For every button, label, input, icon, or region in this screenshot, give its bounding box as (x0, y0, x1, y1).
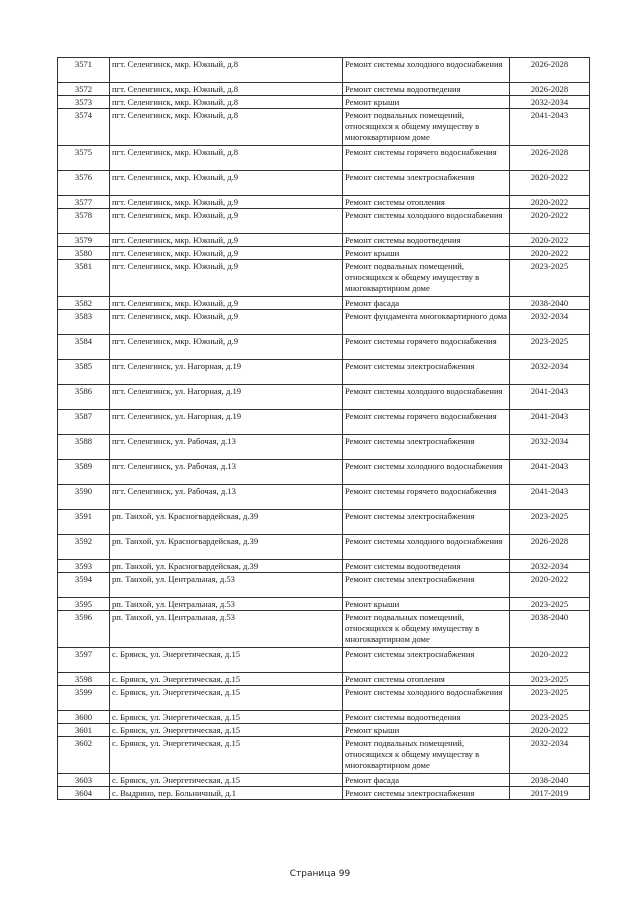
row-address: с. Брянск, ул. Энергетическая, д.15 (110, 673, 343, 686)
row-work-type: Ремонт системы электроснабжения (343, 510, 510, 535)
row-number: 3603 (58, 774, 110, 787)
table-row (58, 83, 590, 96)
row-address: с. Брянск, ул. Энергетическая, д.15 (110, 648, 343, 673)
row-number: 3582 (58, 297, 110, 310)
row-period: 2020-2022 (510, 648, 590, 673)
table-row (58, 560, 590, 573)
row-address: пгт. Селенгинск, мкр. Южный, д.8 (110, 58, 343, 83)
row-number: 3590 (58, 485, 110, 510)
row-address: пгт. Селенгинск, ул. Нагорная, д.19 (110, 410, 343, 435)
row-work-type: Ремонт системы холодного водоснабжения (343, 460, 510, 485)
table-row (58, 109, 590, 146)
row-period: 2026-2028 (510, 83, 590, 96)
row-address: рп. Танхой, ул. Центральная, д.53 (110, 573, 343, 598)
row-work-type: Ремонт крыши (343, 96, 510, 109)
row-number: 3591 (58, 510, 110, 535)
table-row (58, 737, 590, 774)
table-row (58, 234, 590, 247)
row-address: пгт. Селенгинск, мкр. Южный, д.9 (110, 196, 343, 209)
row-work-type: Ремонт фасада (343, 774, 510, 787)
row-number: 3583 (58, 310, 110, 335)
row-number: 3581 (58, 260, 110, 297)
row-number: 3602 (58, 737, 110, 774)
row-address: пгт. Селенгинск, ул. Рабочая, д.13 (110, 435, 343, 460)
table-row (58, 485, 590, 510)
row-period: 2020-2022 (510, 247, 590, 260)
row-address: с. Брянск, ул. Энергетическая, д.15 (110, 737, 343, 774)
row-number: 3571 (58, 58, 110, 83)
row-period: 2032-2034 (510, 435, 590, 460)
row-period: 2023-2025 (510, 711, 590, 724)
row-period: 2032-2034 (510, 96, 590, 109)
table-row (58, 598, 590, 611)
row-number: 3600 (58, 711, 110, 724)
row-work-type: Ремонт крыши (343, 598, 510, 611)
page-footer: Страница 99 (289, 869, 351, 879)
row-period: 2032-2034 (510, 360, 590, 385)
table-row (58, 96, 590, 109)
table-row (58, 673, 590, 686)
row-number: 3579 (58, 234, 110, 247)
row-address: пгт. Селенгинск, ул. Рабочая, д.13 (110, 460, 343, 485)
row-period: 2026-2028 (510, 146, 590, 171)
row-work-type: Ремонт подвальных помещений, относящихся к общему имуществу в многоквартирном доме (343, 611, 510, 648)
row-number: 3586 (58, 385, 110, 410)
table-row (58, 787, 590, 800)
row-number: 3575 (58, 146, 110, 171)
row-number: 3576 (58, 171, 110, 196)
row-address: пгт. Селенгинск, мкр. Южный, д.8 (110, 96, 343, 109)
row-period: 2023-2025 (510, 510, 590, 535)
row-address: пгт. Селенгинск, мкр. Южный, д.8 (110, 83, 343, 96)
row-period: 2020-2022 (510, 573, 590, 598)
row-number: 3580 (58, 247, 110, 260)
table-row (58, 146, 590, 171)
row-period: 2023-2025 (510, 686, 590, 711)
row-address: пгт. Селенгинск, мкр. Южный, д.9 (110, 297, 343, 310)
row-work-type: Ремонт системы электроснабжения (343, 573, 510, 598)
row-number: 3604 (58, 787, 110, 800)
row-address: пгт. Селенгинск, мкр. Южный, д.8 (110, 109, 343, 146)
table-row (58, 535, 590, 560)
row-period: 2020-2022 (510, 209, 590, 234)
row-period: 2023-2025 (510, 598, 590, 611)
row-number: 3584 (58, 335, 110, 360)
table-row (58, 410, 590, 435)
row-number: 3595 (58, 598, 110, 611)
row-period: 2041-2043 (510, 109, 590, 146)
table-row (58, 171, 590, 196)
table-row (58, 460, 590, 485)
row-address: рп. Танхой, ул. Центральная, д.53 (110, 611, 343, 648)
row-period: 2026-2028 (510, 58, 590, 83)
row-address: с. Брянск, ул. Энергетическая, д.15 (110, 711, 343, 724)
table-row (58, 385, 590, 410)
table-row (58, 686, 590, 711)
row-address: пгт. Селенгинск, мкр. Южный, д.9 (110, 247, 343, 260)
row-work-type: Ремонт системы холодного водоснабжения (343, 385, 510, 410)
table-row (58, 360, 590, 385)
table-row (58, 297, 590, 310)
row-period: 2038-2040 (510, 774, 590, 787)
row-period: 2032-2034 (510, 560, 590, 573)
row-work-type: Ремонт системы водоотведения (343, 560, 510, 573)
table-row (58, 260, 590, 297)
table-row (58, 711, 590, 724)
row-address: с. Брянск, ул. Энергетическая, д.15 (110, 774, 343, 787)
row-period: 2023-2025 (510, 673, 590, 686)
row-address: пгт. Селенгинск, мкр. Южный, д.9 (110, 209, 343, 234)
row-address: рп. Танхой, ул. Центральная, д.53 (110, 598, 343, 611)
row-work-type: Ремонт системы отопления (343, 196, 510, 209)
row-number: 3598 (58, 673, 110, 686)
row-period: 2041-2043 (510, 460, 590, 485)
row-work-type: Ремонт подвальных помещений, относящихся к общему имуществу в многоквартирном доме (343, 260, 510, 297)
row-period: 2023-2025 (510, 260, 590, 297)
row-work-type: Ремонт системы горячего водоснабжения (343, 485, 510, 510)
row-address: пгт. Селенгинск, ул. Нагорная, д.19 (110, 360, 343, 385)
row-number: 3593 (58, 560, 110, 573)
row-period: 2041-2043 (510, 485, 590, 510)
row-number: 3587 (58, 410, 110, 435)
row-number: 3589 (58, 460, 110, 485)
table-row (58, 310, 590, 335)
row-address: пгт. Селенгинск, мкр. Южный, д.9 (110, 335, 343, 360)
table-row (58, 247, 590, 260)
row-work-type: Ремонт системы холодного водоснабжения (343, 535, 510, 560)
row-number: 3577 (58, 196, 110, 209)
table-row (58, 435, 590, 460)
row-number: 3588 (58, 435, 110, 460)
row-period: 2032-2034 (510, 310, 590, 335)
row-work-type: Ремонт фасада (343, 297, 510, 310)
repair-schedule-table (57, 57, 590, 800)
row-period: 2017-2019 (510, 787, 590, 800)
row-number: 3578 (58, 209, 110, 234)
table-row (58, 196, 590, 209)
row-period: 2038-2040 (510, 611, 590, 648)
row-period: 2026-2028 (510, 535, 590, 560)
row-period: 2038-2040 (510, 297, 590, 310)
row-address: пгт. Селенгинск, мкр. Южный, д.9 (110, 171, 343, 196)
row-address: с. Выдрино, пер. Больничный, д.1 (110, 787, 343, 800)
row-work-type: Ремонт системы горячего водоснабжения (343, 410, 510, 435)
row-number: 3601 (58, 724, 110, 737)
row-period: 2020-2022 (510, 724, 590, 737)
row-period: 2023-2025 (510, 335, 590, 360)
row-address: рп. Танхой, ул. Красногвардейская, д.39 (110, 560, 343, 573)
table-row (58, 648, 590, 673)
row-work-type: Ремонт системы отопления (343, 673, 510, 686)
row-work-type: Ремонт системы водоотведения (343, 234, 510, 247)
table-row (58, 724, 590, 737)
row-period: 2032-2034 (510, 737, 590, 774)
table-row (58, 774, 590, 787)
row-number: 3572 (58, 83, 110, 96)
row-work-type: Ремонт системы горячего водоснабжения (343, 146, 510, 171)
row-address: пгт. Селенгинск, мкр. Южный, д.8 (110, 146, 343, 171)
row-period: 2041-2043 (510, 385, 590, 410)
row-number: 3596 (58, 611, 110, 648)
table-row (58, 58, 590, 83)
row-number: 3585 (58, 360, 110, 385)
table-row (58, 611, 590, 648)
row-work-type: Ремонт системы холодного водоснабжения (343, 58, 510, 83)
row-address: рп. Танхой, ул. Красногвардейская, д.39 (110, 510, 343, 535)
table-row (58, 510, 590, 535)
row-work-type: Ремонт системы электроснабжения (343, 360, 510, 385)
row-work-type: Ремонт крыши (343, 247, 510, 260)
row-work-type: Ремонт системы водоотведения (343, 711, 510, 724)
row-address: пгт. Селенгинск, ул. Рабочая, д.13 (110, 485, 343, 510)
row-period: 2020-2022 (510, 196, 590, 209)
row-work-type: Ремонт крыши (343, 724, 510, 737)
row-work-type: Ремонт системы электроснабжения (343, 171, 510, 196)
table-body (58, 58, 590, 800)
row-work-type: Ремонт системы холодного водоснабжения (343, 686, 510, 711)
row-period: 2020-2022 (510, 171, 590, 196)
row-address: с. Брянск, ул. Энергетическая, д.15 (110, 686, 343, 711)
row-work-type: Ремонт системы водоотведения (343, 83, 510, 96)
table-row (58, 209, 590, 234)
row-work-type: Ремонт системы холодного водоснабжения (343, 209, 510, 234)
row-address: с. Брянск, ул. Энергетическая, д.15 (110, 724, 343, 737)
row-address: пгт. Селенгинск, ул. Нагорная, д.19 (110, 385, 343, 410)
table-row (58, 573, 590, 598)
row-number: 3597 (58, 648, 110, 673)
row-period: 2041-2043 (510, 410, 590, 435)
row-work-type: Ремонт системы электроснабжения (343, 435, 510, 460)
row-work-type: Ремонт системы горячего водоснабжения (343, 335, 510, 360)
row-number: 3574 (58, 109, 110, 146)
row-number: 3592 (58, 535, 110, 560)
row-address: пгт. Селенгинск, мкр. Южный, д.9 (110, 234, 343, 247)
row-number: 3594 (58, 573, 110, 598)
row-work-type: Ремонт системы электроснабжения (343, 648, 510, 673)
row-number: 3573 (58, 96, 110, 109)
row-period: 2020-2022 (510, 234, 590, 247)
row-work-type: Ремонт системы электроснабжения (343, 787, 510, 800)
row-work-type: Ремонт подвальных помещений, относящихся к общему имуществу в многоквартирном доме (343, 109, 510, 146)
table-row (58, 335, 590, 360)
row-address: пгт. Селенгинск, мкр. Южный, д.9 (110, 260, 343, 297)
row-address: пгт. Селенгинск, мкр. Южный, д.9 (110, 310, 343, 335)
row-number: 3599 (58, 686, 110, 711)
row-work-type: Ремонт фундамента многоквартирного дома (343, 310, 510, 335)
row-work-type: Ремонт подвальных помещений, относящихся к общему имуществу в многоквартирном доме (343, 737, 510, 774)
row-address: рп. Танхой, ул. Красногвардейская, д.39 (110, 535, 343, 560)
